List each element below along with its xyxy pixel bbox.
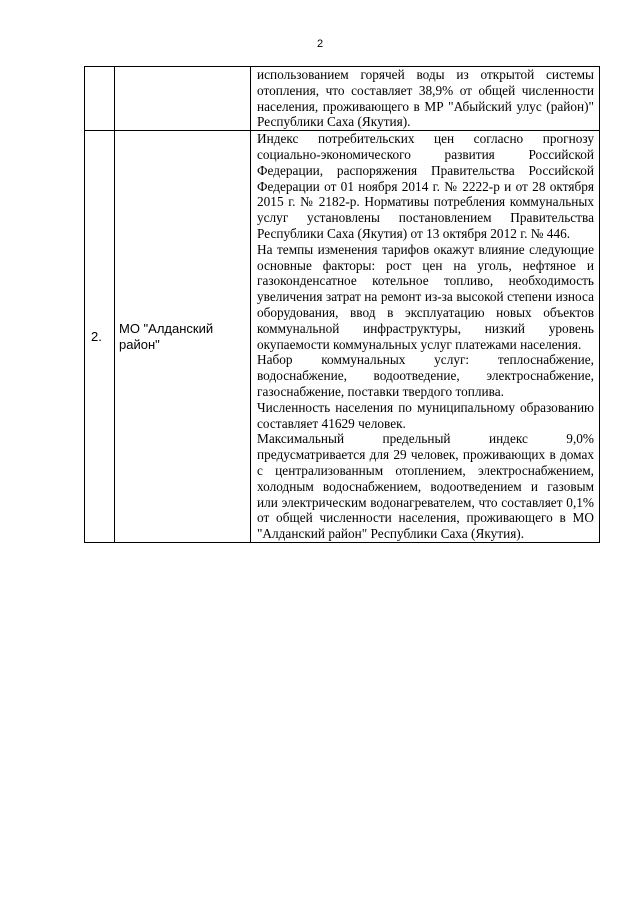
description-cell: [251, 67, 600, 131]
paragraph: Набор коммунальных услуг: теплоснабжение, водоснабжение, водоотведение, электроснабжение, газоснабжение, поставки твердого топлива.: [257, 352, 594, 399]
page-number: 2: [316, 38, 324, 50]
table-row: [85, 67, 600, 131]
row-number: 2.: [91, 329, 102, 345]
municipality-cell: [115, 131, 251, 543]
paragraph: Численность населения по муниципальному образованию составляет 41629 человек.: [257, 399, 594, 431]
paragraph: использованием горячей воды из открытой системы отопления, что составляет 38,9% от общей численности населения, проживающего в МР "Абыйский улус (район)" Республики Саха (Якутия).: [257, 67, 594, 130]
tariff-table: [84, 66, 600, 543]
paragraph: Максимальный предельный индекс 9,0% предусматривается для 29 человек, проживающих в домах с централизованным отоплением, электроснабжением, холодным водоснабжением, водоотведением и газовым или электрическим водонагревателем, что составляет 0,1% от общей численности населения, проживающего в МО "Алданский район" Республики Саха (Якутия).: [257, 431, 594, 542]
municipality-name: МО "Алданский район": [119, 320, 214, 352]
paragraph: Индекс потребительских цен согласно прогнозу социально-экономического развития Российской Федерации, распоряжения Правительства Российской Федерации от 01 ноября 2014 г. № 2222-р и от 28 октября 2015 г. № 2182-р. Нормативы потребления коммунальных услуг установлены постановлением Правительства Республики Саха (Якутия) от 13 октября 2012 г. № 446.: [257, 131, 594, 241]
row-number-cell: [85, 67, 115, 131]
table-row: [85, 131, 600, 543]
row-number-cell: [85, 131, 115, 543]
description-text: [251, 131, 599, 542]
paragraph: На темпы изменения тарифов окажут влияние следующие основные факторы: рост цен на уголь, нефтяное и газоконденсатное котельное топливо, необходимость увеличения затрат на ремонт из-за высокой степени износа оборудования, ввод в эксплуатацию новых объектов коммунальной инфраструктуры, низкий уровень окупаемости коммунальных услуг платежами населения.: [257, 241, 594, 352]
description-text: [251, 67, 599, 130]
description-cell: [251, 131, 600, 543]
municipality-cell: [115, 67, 251, 131]
